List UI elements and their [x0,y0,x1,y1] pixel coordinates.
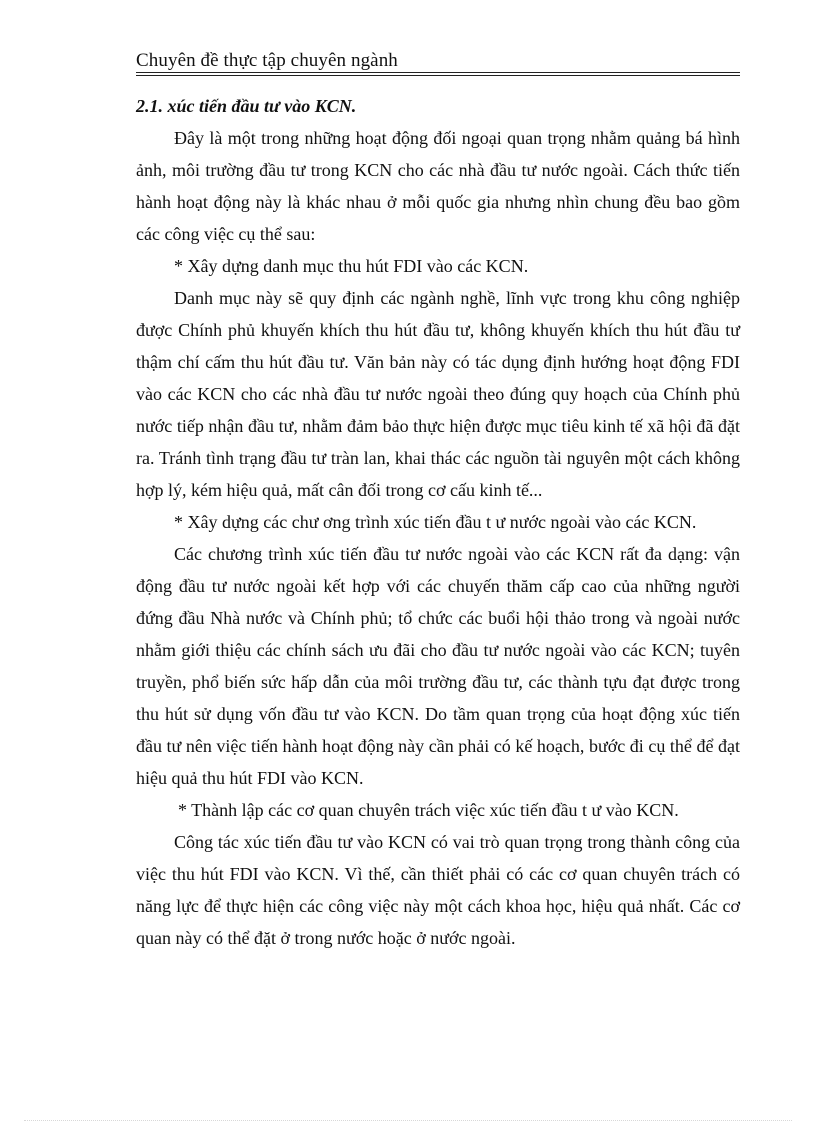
section-heading: 2.1. xúc tiến đầu tư vào KCN. [136,96,357,116]
paragraph-intro: Đây là một trong những hoạt động đối ngoại quan trọng nhằm quảng bá hình ảnh, môi trường đầu tư trong KCN cho các nhà đầu tư nước ngoài. Cách thức tiến hành hoạt động này là khác nhau ở mỗi quốc gia nhưng nhìn chung đều bao gồm các công việc cụ thể sau: [136,128,740,244]
section-body [136,90,740,954]
header-rule [136,72,740,73]
header-rule-double [136,75,740,76]
bullet-investment-list: * Xây dựng danh mục thu hút FDI vào các KCN. [174,256,529,276]
page-bottom-border [24,1120,792,1121]
header-title: Chuyên đề thực tập chuyên ngành [136,50,398,71]
paragraph-investment-list: Danh mục này sẽ quy định các ngành nghề, lĩnh vực trong khu công nghiệp được Chính phủ khuyến khích thu hút đầu tư, không khuyến khích thu hút đầu tư thậm chí cấm thu hút đầu tư. Văn bản này có tác dụng định hướng hoạt động FDI vào các KCN cho các nhà đầu tư nước ngoài theo đúng quy hoạch của Chính phủ nước tiếp nhận đầu tư, nhằm đảm bảo thực hiện được mục tiêu kinh tế xã hội đã đặt ra. Tránh tình trạng đầu tư tràn lan, khai thác các nguồn tài nguyên một cách không hợp lý, kém hiệu quả, mất cân đối trong cơ cấu kinh tế... [136,288,740,500]
page-header [136,50,740,76]
paragraph-promotion-programs: Các chương trình xúc tiến đầu tư nước ngoài vào các KCN rất đa dạng: vận động đầu tư nước ngoài kết hợp với các chuyến thăm cấp cao của những người đứng đầu Nhà nước và Chính phủ; tổ chức các buổi hội thảo trong và ngoài nước nhằm giới thiệu các chính sách ưu đãi cho đầu tư nước ngoài vào các KCN; tuyên truyền, phổ biến sức hấp dẫn của môi trường đầu tư, các thành tựu đạt được trong thu hút sử dụng vốn đầu tư vào KCN. Do tầm quan trọng của hoạt động xúc tiến đầu tư nên việc tiến hành hoạt động này cần phải có kế hoạch, bước đi cụ thể để đạt hiệu quả thu hút FDI vào KCN. [136,544,740,788]
paragraph-specialized-agencies: Công tác xúc tiến đầu tư vào KCN có vai trò quan trọng trong thành công của việc thu hút FDI vào KCN. Vì thế, cần thiết phải có các cơ quan chuyên trách có năng lực để thực hiện các công việc này một cách khoa học, hiệu quả nhất. Các cơ quan này có thể đặt ở trong nước hoặc ở nước ngoài. [136,832,740,948]
bullet-specialized-agencies: * Thành lập các cơ quan chuyên trách việc xúc tiến đầu t ư vào KCN. [178,800,679,820]
bullet-promotion-programs: * Xây dựng các chư ơng trình xúc tiến đầu t ư nước ngoài vào các KCN. [174,512,697,532]
